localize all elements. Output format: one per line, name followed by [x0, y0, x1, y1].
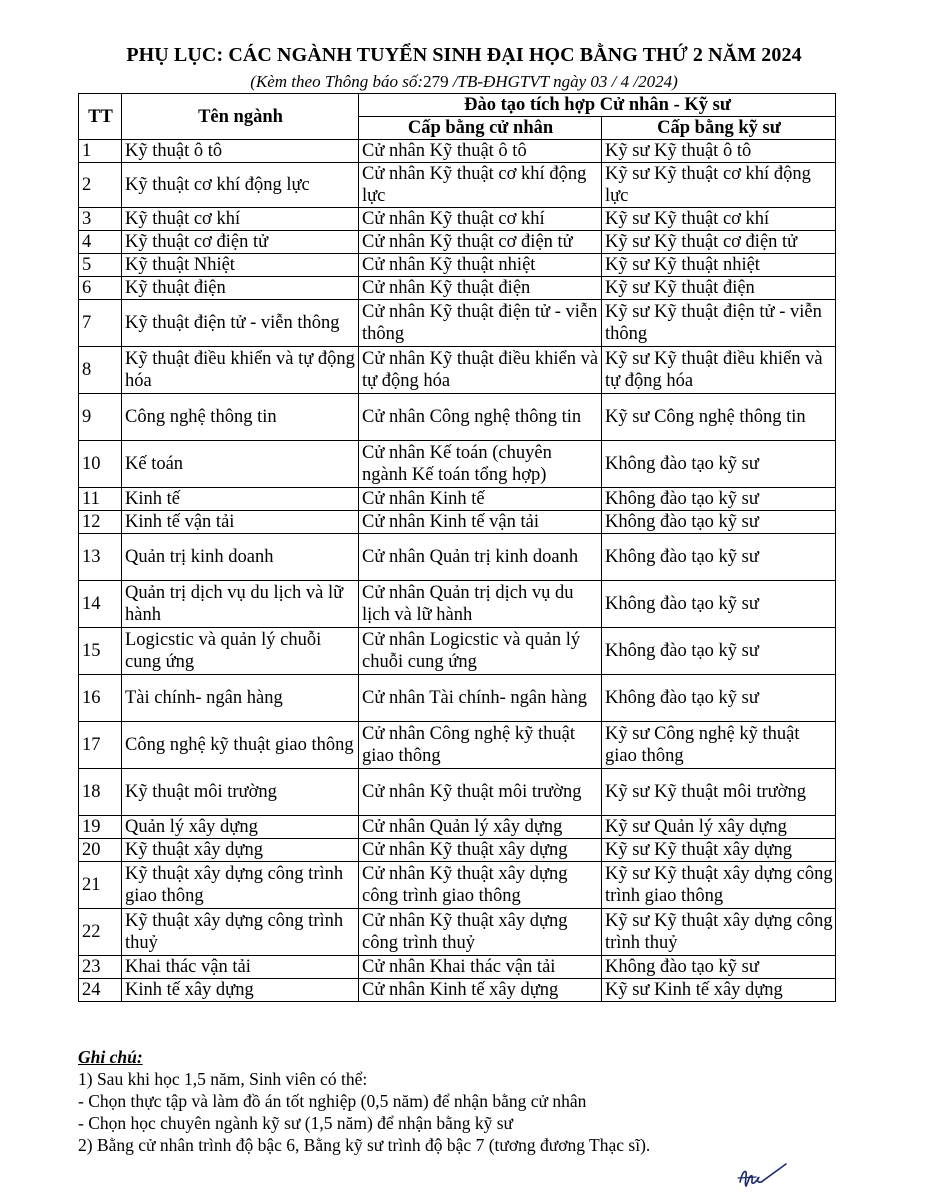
cell-tt: 12: [79, 511, 122, 534]
table-row: [79, 956, 836, 979]
cell-major-name: Kỹ thuật cơ điện tử: [122, 231, 359, 254]
cell-engineer-degree: Không đào tạo kỹ sư: [602, 628, 836, 675]
cell-major-name: Tài chính- ngân hàng: [122, 675, 359, 722]
cell-major-name: Kỹ thuật Nhiệt: [122, 254, 359, 277]
cell-bachelor-degree: Cử nhân Quản trị dịch vụ du lịch và lữ hành: [359, 581, 602, 628]
cell-bachelor-degree: Cử nhân Kỹ thuật cơ khí: [359, 208, 602, 231]
cell-engineer-degree: Kỹ sư Kỹ thuật xây dựng công trình thuỷ: [602, 909, 836, 956]
cell-major-name: Kinh tế: [122, 488, 359, 511]
cell-tt: 2: [79, 163, 122, 208]
cell-tt: 22: [79, 909, 122, 956]
cell-tt: 19: [79, 816, 122, 839]
table-row: [79, 277, 836, 300]
table-row: [79, 769, 836, 816]
table-row: [79, 816, 836, 839]
cell-engineer-degree: Không đào tạo kỹ sư: [602, 488, 836, 511]
cell-engineer-degree: Kỹ sư Kỹ thuật điện tử - viễn thông: [602, 300, 836, 347]
cell-bachelor-degree: Cử nhân Kinh tế xây dựng: [359, 979, 602, 1002]
cell-engineer-degree: Không đào tạo kỹ sư: [602, 511, 836, 534]
cell-major-name: Quản trị dịch vụ du lịch và lữ hành: [122, 581, 359, 628]
notice-number: 279: [423, 72, 449, 91]
cell-engineer-degree: Kỹ sư Công nghệ thông tin: [602, 394, 836, 441]
cell-bachelor-degree: Cử nhân Kỹ thuật nhiệt: [359, 254, 602, 277]
header-integrated-training: Đào tạo tích hợp Cử nhân - Kỹ sư: [359, 94, 836, 117]
table-row: [79, 208, 836, 231]
header-engineer-degree: Cấp bằng kỹ sư: [602, 117, 836, 140]
table-row: [79, 300, 836, 347]
cell-bachelor-degree: Cử nhân Kỹ thuật cơ khí động lực: [359, 163, 602, 208]
cell-bachelor-degree: Cử nhân Công nghệ kỹ thuật giao thông: [359, 722, 602, 769]
table-row: [79, 534, 836, 581]
cell-bachelor-degree: Cử nhân Kỹ thuật môi trường: [359, 769, 602, 816]
cell-tt: 23: [79, 956, 122, 979]
cell-tt: 7: [79, 300, 122, 347]
cell-major-name: Kỹ thuật xây dựng công trình giao thông: [122, 862, 359, 909]
note-line: - Chọn học chuyên ngành kỹ sư (1,5 năm) để nhận bằng kỹ sư: [78, 1113, 513, 1133]
cell-tt: 17: [79, 722, 122, 769]
table-row: [79, 581, 836, 628]
cell-engineer-degree: Không đào tạo kỹ sư: [602, 675, 836, 722]
header-tt: TT: [79, 94, 122, 140]
table-row: [79, 347, 836, 394]
table-row: [79, 511, 836, 534]
cell-tt: 24: [79, 979, 122, 1002]
cell-tt: 4: [79, 231, 122, 254]
cell-bachelor-degree: Cử nhân Kỹ thuật điều khiển và tự động hóa: [359, 347, 602, 394]
cell-bachelor-degree: Cử nhân Kỹ thuật điện tử - viễn thông: [359, 300, 602, 347]
cell-major-name: Kỹ thuật xây dựng công trình thuỷ: [122, 909, 359, 956]
cell-tt: 18: [79, 769, 122, 816]
cell-tt: 20: [79, 839, 122, 862]
handwritten-signature: [734, 1160, 790, 1190]
table-row: [79, 722, 836, 769]
note-line: - Chọn thực tập và làm đồ án tốt nghiệp (0,5 năm) để nhận bằng cử nhân: [78, 1091, 587, 1111]
cell-tt: 3: [79, 208, 122, 231]
table-row: [79, 862, 836, 909]
table-body: [79, 140, 836, 1002]
header-bachelor-degree: Cấp bằng cử nhân: [359, 117, 602, 140]
cell-tt: 15: [79, 628, 122, 675]
cell-bachelor-degree: Cử nhân Khai thác vận tải: [359, 956, 602, 979]
cell-bachelor-degree: Cử nhân Kỹ thuật xây dựng công trình giao thông: [359, 862, 602, 909]
table-row: [79, 675, 836, 722]
cell-bachelor-degree: Cử nhân Kinh tế vận tải: [359, 511, 602, 534]
cell-tt: 16: [79, 675, 122, 722]
cell-bachelor-degree: Cử nhân Kỹ thuật cơ điện tử: [359, 231, 602, 254]
table-row: [79, 163, 836, 208]
cell-major-name: Kỹ thuật điều khiển và tự động hóa: [122, 347, 359, 394]
cell-bachelor-degree: Cử nhân Kỹ thuật ô tô: [359, 140, 602, 163]
cell-tt: 6: [79, 277, 122, 300]
cell-engineer-degree: Kỹ sư Kỹ thuật xây dựng công trình giao thông: [602, 862, 836, 909]
note-line: 1) Sau khi học 1,5 năm, Sinh viên có thể:: [78, 1069, 368, 1089]
cell-tt: 13: [79, 534, 122, 581]
cell-bachelor-degree: Cử nhân Quản trị kinh doanh: [359, 534, 602, 581]
cell-major-name: Kế toán: [122, 441, 359, 488]
cell-tt: 10: [79, 441, 122, 488]
cell-major-name: Kỹ thuật môi trường: [122, 769, 359, 816]
cell-engineer-degree: Không đào tạo kỹ sư: [602, 956, 836, 979]
cell-major-name: Kỹ thuật điện tử - viễn thông: [122, 300, 359, 347]
document-subtitle: [0, 72, 928, 92]
table-row: [79, 231, 836, 254]
cell-major-name: Kinh tế xây dựng: [122, 979, 359, 1002]
cell-engineer-degree: Kỹ sư Kỹ thuật cơ khí: [602, 208, 836, 231]
cell-bachelor-degree: Cử nhân Kế toán (chuyên ngành Kế toán tổng hợp): [359, 441, 602, 488]
table-row: [79, 909, 836, 956]
table-row: [79, 488, 836, 511]
cell-engineer-degree: Không đào tạo kỹ sư: [602, 441, 836, 488]
cell-engineer-degree: Kỹ sư Công nghệ kỹ thuật giao thông: [602, 722, 836, 769]
cell-engineer-degree: Không đào tạo kỹ sư: [602, 534, 836, 581]
document-title: PHỤ LỤC: CÁC NGÀNH TUYỂN SINH ĐẠI HỌC BẰNG THỨ 2 NĂM 2024: [126, 44, 802, 66]
cell-bachelor-degree: Cử nhân Logicstic và quản lý chuỗi cung ứng: [359, 628, 602, 675]
cell-tt: 11: [79, 488, 122, 511]
subtitle-prefix: (Kèm theo Thông báo số:: [250, 72, 424, 91]
cell-bachelor-degree: Cử nhân Công nghệ thông tin: [359, 394, 602, 441]
cell-engineer-degree: Kỹ sư Kỹ thuật ô tô: [602, 140, 836, 163]
cell-tt: 5: [79, 254, 122, 277]
cell-major-name: Kỹ thuật xây dựng: [122, 839, 359, 862]
cell-engineer-degree: Kỹ sư Kỹ thuật cơ điện tử: [602, 231, 836, 254]
table-row: [79, 979, 836, 1002]
notes-heading: Ghi chú:: [78, 1047, 143, 1067]
cell-bachelor-degree: Cử nhân Kinh tế: [359, 488, 602, 511]
cell-tt: 14: [79, 581, 122, 628]
table-row: [79, 441, 836, 488]
cell-major-name: Logicstic và quản lý chuỗi cung ứng: [122, 628, 359, 675]
table-row: [79, 839, 836, 862]
cell-tt: 8: [79, 347, 122, 394]
cell-engineer-degree: Kỹ sư Kỹ thuật cơ khí động lực: [602, 163, 836, 208]
cell-tt: 1: [79, 140, 122, 163]
cell-major-name: Quản lý xây dựng: [122, 816, 359, 839]
cell-major-name: Kỹ thuật cơ khí: [122, 208, 359, 231]
cell-major-name: Công nghệ thông tin: [122, 394, 359, 441]
notes-section: [78, 1046, 650, 1156]
header-major-name: Tên ngành: [122, 94, 359, 140]
cell-tt: 21: [79, 862, 122, 909]
table-row: [79, 254, 836, 277]
cell-bachelor-degree: Cử nhân Kỹ thuật xây dựng công trình thuỷ: [359, 909, 602, 956]
cell-bachelor-degree: Cử nhân Kỹ thuật điện: [359, 277, 602, 300]
cell-bachelor-degree: Cử nhân Tài chính- ngân hàng: [359, 675, 602, 722]
cell-major-name: Khai thác vận tải: [122, 956, 359, 979]
cell-engineer-degree: Kỹ sư Kỹ thuật nhiệt: [602, 254, 836, 277]
cell-engineer-degree: Kỹ sư Kỹ thuật điều khiển và tự động hóa: [602, 347, 836, 394]
cell-engineer-degree: Kỹ sư Kỹ thuật điện: [602, 277, 836, 300]
cell-bachelor-degree: Cử nhân Quản lý xây dựng: [359, 816, 602, 839]
cell-tt: 9: [79, 394, 122, 441]
cell-bachelor-degree: Cử nhân Kỹ thuật xây dựng: [359, 839, 602, 862]
table-row: [79, 628, 836, 675]
majors-table: [78, 93, 836, 1002]
cell-major-name: Quản trị kinh doanh: [122, 534, 359, 581]
table-row: [79, 140, 836, 163]
cell-major-name: Kỹ thuật cơ khí động lực: [122, 163, 359, 208]
cell-engineer-degree: Không đào tạo kỹ sư: [602, 581, 836, 628]
table-row: [79, 394, 836, 441]
subtitle-suffix: /TB-ĐHGTVT ngày 03 / 4 /2024): [448, 72, 678, 91]
cell-engineer-degree: Kỹ sư Kinh tế xây dựng: [602, 979, 836, 1002]
cell-major-name: Kỹ thuật ô tô: [122, 140, 359, 163]
cell-engineer-degree: Kỹ sư Quản lý xây dựng: [602, 816, 836, 839]
cell-major-name: Công nghệ kỹ thuật giao thông: [122, 722, 359, 769]
note-line: 2) Bằng cử nhân trình độ bậc 6, Bằng kỹ sư trình độ bậc 7 (tương đương Thạc sĩ).: [78, 1135, 651, 1155]
cell-engineer-degree: Kỹ sư Kỹ thuật môi trường: [602, 769, 836, 816]
cell-major-name: Kinh tế vận tải: [122, 511, 359, 534]
cell-engineer-degree: Kỹ sư Kỹ thuật xây dựng: [602, 839, 836, 862]
cell-major-name: Kỹ thuật điện: [122, 277, 359, 300]
